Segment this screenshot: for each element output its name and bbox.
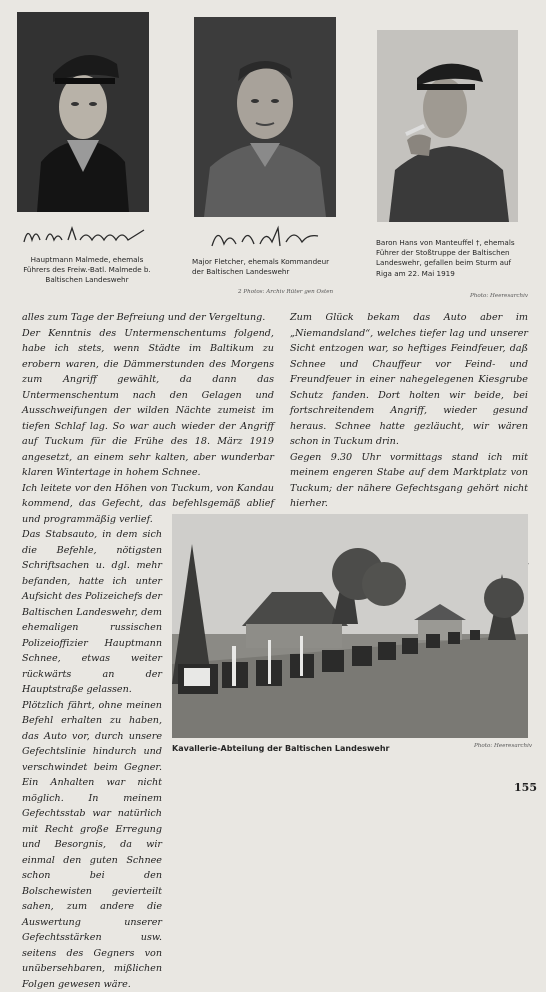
cavalry-photo [172, 514, 528, 738]
photo-credit-center: 2 Photos: Archiv Rüter gen Osten [238, 289, 333, 295]
caption-fletcher: Major Fletcher, ehemals Kommandeur der Baltischen Landeswehr [192, 257, 342, 277]
portrait-fletcher-image [194, 17, 336, 217]
portrait-manteuffel-image [377, 30, 518, 222]
left-paragraph-4: Das Stabsauto, in dem sich die Befehle, nötigsten Schriftsachen u. dgl. mehr befanden, hatte ich unter Aufsicht des Polizeichefs der Baltischen Landeswehr, dem ehemaligen russischen Polizeioffizier Hauptmann Schnee, etwas weiter rückwärts an der Hauptstraße gelassen. [22, 527, 162, 698]
right-paragraph-2: Gegen 9.30 Uhr vormittags stand ich mit meinem engeren Stabe auf dem Marktplatz von Tuckum; der nähere Gefechtsgang gehört nicht hierher. [290, 450, 528, 512]
cavalry-caption: Kavallerie-Abteilung der Baltischen Landeswehr [172, 744, 389, 754]
portrait-fletcher [194, 17, 336, 217]
page-number: 155 [514, 781, 537, 794]
cavalry-photo-image [172, 514, 528, 738]
left-paragraph-5: Plötzlich fährt, ohne meinen Befehl erhalten zu haben, das Auto vor, durch unsere Gefechtslinie hindurch und verschwindet beim Gegner. Ein Anhalten war nicht möglich. In meinem Gefechtsstab war natürlich mit Recht große Erregung und Besorgnis, da wir einmal den guten Schnee schon bei den Bolschewisten gevierteilt sahen, zum andere die Auswertung unserer Gefechtsstärken usw. seitens des Gegners von unübersehbaren, mißlichen Folgen gewesen wäre. [22, 698, 162, 992]
portrait-manteuffel [377, 30, 518, 222]
photo-credit-bottom: Photo: Heeresarchiv [474, 743, 532, 749]
portrait-malmede-image [17, 12, 149, 212]
caption-manteuffel: Baron Hans von Manteuffel †, ehemals Führer der Stoßtruppe der Baltischen Landeswehr, gefallen beim Sturm auf Riga am 22. Mai 1919 [376, 238, 526, 279]
portrait-malmede [17, 12, 149, 212]
left-paragraph-3: Ich leitete vor den Höhen von Tuckum, von Kandau kommend, das Gefecht, das befehlsgemäß ablief und programmäßig verlief. [22, 481, 274, 528]
right-paragraph-1: Zum Glück bekam das Auto aber im „Niemandsland“, welches tiefer lag und unserer Sicht entzogen war, so heftiges Feindfeuer, daß Schnee und Chauffeur vor Feind- und Freundfeuer in einer nahegelegenen Kiesgrube Schutz fanden. Dort holten wir beide, bei fortschreitendem Angriff, wieder gesund heraus. Schnee hatte gezläucht, wir wären schon in Tuckum drin. [290, 310, 528, 450]
left-paragraph-2: Der Kenntnis des Untermenschentums folgend, habe ich stets, wenn Städte im Baltikum zu erobern waren, die Dämmerstunden des Morgens zum Angriff gewählt, da dann das Untermenschentum nach den Gelagen und Ausschweifungen der wilden Nächte zumeist im tiefen Schlaf lag. So war auch wieder der Angriff auf Tuckum für die Frühe des 18. März 1919 angesetzt, an einem sehr kalten, aber wunderbar klaren Wintertage in hohem Schnee. [22, 326, 274, 481]
caption-malmede: Hauptmann Malmede, ehemals Führers des Freiw.-Batl. Malmede b. Baltischen Landeswehr [21, 255, 153, 286]
left-paragraph-1: alles zum Tage der Befreiung und der Vergeltung. [22, 310, 274, 326]
signature-malmede [20, 222, 150, 248]
photo-credit-right: Photo: Heeresarchiv [470, 293, 528, 299]
signature-fletcher [208, 222, 323, 252]
